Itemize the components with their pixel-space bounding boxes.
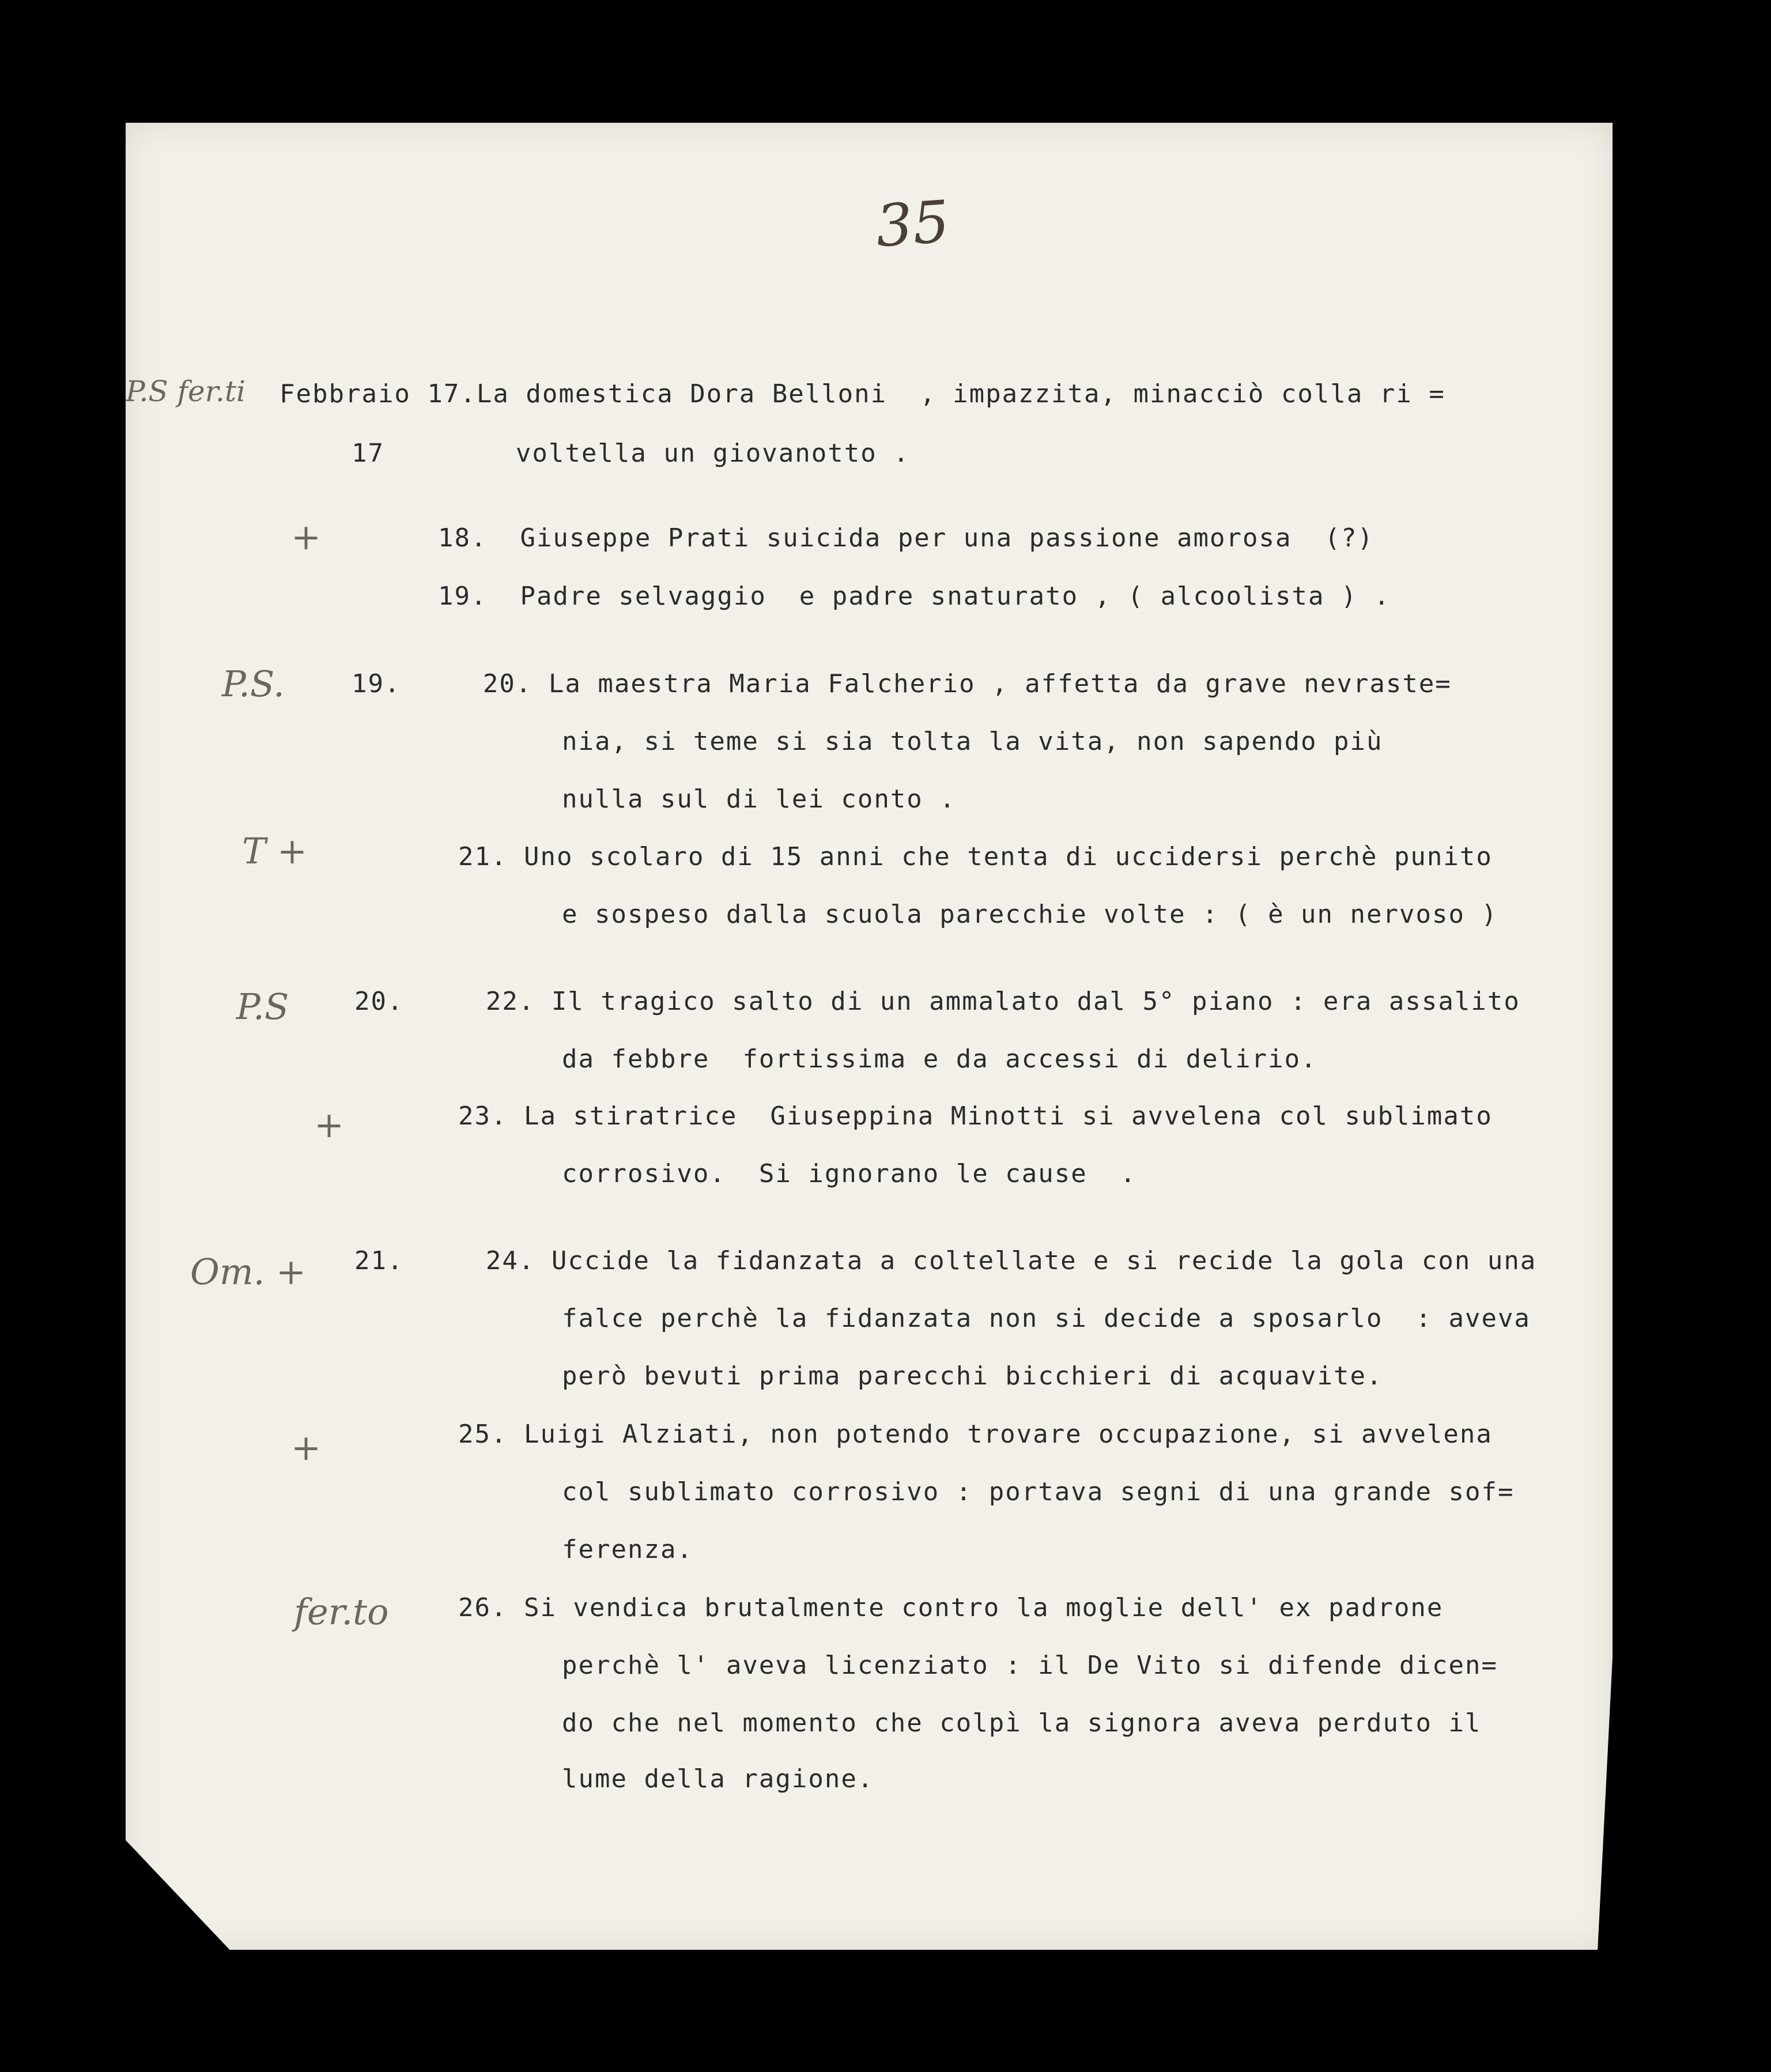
margin-note-cross: + bbox=[291, 516, 321, 558]
margin-note-cross: + bbox=[291, 1426, 321, 1469]
page-number: 35 bbox=[874, 187, 952, 261]
text-line: 21. 24. Uccide la fidanzata a coltellate e si recide la gola con una bbox=[354, 1246, 1537, 1275]
text-line: do che nel momento che colpì la signora aveva perduto il bbox=[562, 1708, 1482, 1738]
text-line: 19. Padre selvaggio e padre snaturato , ( alcoolista ) . bbox=[438, 582, 1391, 611]
margin-note: P.S bbox=[236, 986, 289, 1028]
text-line: perchè l' aveva licenziato : il De Vito si difende dicen= bbox=[562, 1651, 1498, 1680]
margin-note-cross: + bbox=[314, 1104, 344, 1146]
text-line: lume della ragione. bbox=[562, 1764, 874, 1794]
text-line: col sublimato corrosivo : portava segni di una grande sof= bbox=[562, 1477, 1515, 1507]
text-line: 20. 22. Il tragico salto di un ammalato dal 5° piano : era assalito bbox=[354, 987, 1520, 1016]
margin-note: P.S fer.ti bbox=[126, 375, 246, 408]
text-line: nia, si teme si sia tolta la vita, non sapendo più bbox=[562, 727, 1383, 756]
margin-note: Om. + bbox=[190, 1251, 306, 1293]
text-line: 17 voltella un giovanotto . bbox=[352, 439, 910, 468]
text-line: 23. La stiratrice Giuseppina Minotti si avvelena col sublimato bbox=[458, 1101, 1493, 1131]
text-line: nulla sul di lei conto . bbox=[562, 784, 956, 814]
text-line: 21. Uno scolaro di 15 anni che tenta di uccidersi perchè punito bbox=[458, 842, 1493, 871]
text-line: 18. Giuseppe Prati suicida per una passione amorosa (?) bbox=[438, 523, 1374, 553]
text-line: però bevuti prima parecchi bicchieri di acquavite. bbox=[562, 1361, 1383, 1391]
margin-note: P.S. bbox=[222, 663, 285, 705]
text-line: 26. Si vendica brutalmente contro la moglie dell' ex padrone bbox=[458, 1593, 1444, 1622]
text-line: Febbraio 17.La domestica Dora Belloni , impazzita, minacciò colla ri = bbox=[280, 379, 1445, 409]
text-line: e sospeso dalla scuola parecchie volte : ( è un nervoso ) bbox=[562, 900, 1498, 929]
text-line: 25. Luigi Alziati, non potendo trovare occupazione, si avvelena bbox=[458, 1420, 1493, 1449]
text-line: ferenza. bbox=[562, 1535, 693, 1564]
text-line: da febbre fortissima e da accessi di delirio. bbox=[562, 1044, 1317, 1074]
margin-note: fer.to bbox=[294, 1591, 389, 1633]
text-line: 19. 20. La maestra Maria Falcherio , affetta da grave nevraste= bbox=[352, 669, 1452, 699]
margin-note: T + bbox=[242, 830, 308, 872]
text-line: corrosivo. Si ignorano le cause . bbox=[562, 1159, 1137, 1188]
text-line: falce perchè la fidanzata non si decide a sposarlo : aveva bbox=[562, 1304, 1531, 1333]
